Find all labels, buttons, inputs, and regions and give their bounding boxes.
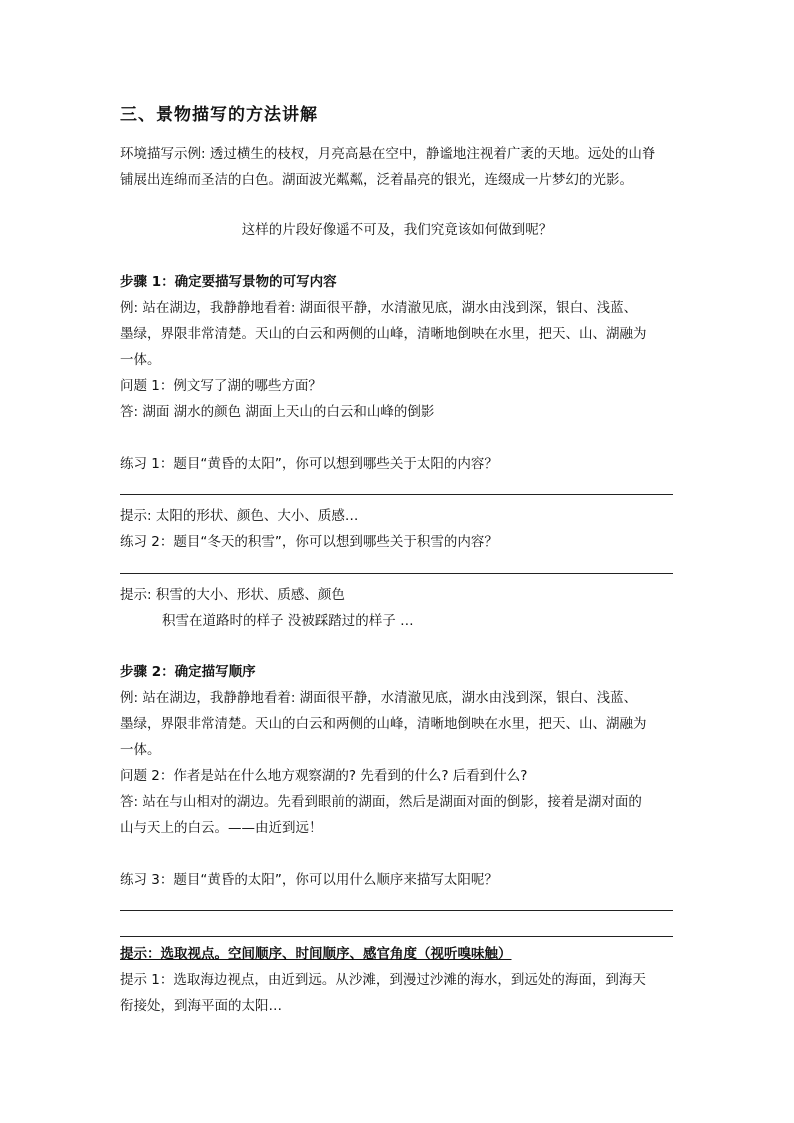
exercise-1: 练习 1：题目“黄昏的太阳”，你可以想到哪些关于太阳的内容？ xyxy=(120,456,498,472)
step1-example-line-2: 墨绿，界限非常清楚。天山的白云和两侧的山峰，清晰地倒映在水里，把天、山、湖融为 xyxy=(120,326,647,342)
step1-heading: 步骤 1：确定要描写景物的可写内容 xyxy=(120,274,337,290)
step2-answer-line-2: 山与天上的白云。——由近到远！ xyxy=(120,820,323,836)
answer-line-3a[interactable] xyxy=(120,910,673,911)
section-title: 三、景物描写的方法讲解 xyxy=(120,105,318,125)
step1-answer: 答: 湖面 湖水的颜色 湖面上天山的白云和山峰的倒影 xyxy=(120,404,435,420)
step1-example-line-1: 例: 站在湖边，我静静地看着: 湖面很平静，水清澈见底，湖水由浅到深，银白、浅蓝、 xyxy=(120,300,638,316)
step2-example-line-3: 一体。 xyxy=(120,742,161,758)
intro-line-2: 铺展出连绵而圣洁的白色。湖面波光粼粼，泛着晶亮的银光，连缀成一片梦幻的光影。 xyxy=(120,172,633,188)
tip-1-line-1: 提示 1：选取海边视点，由近到远。从沙滩，到漫过沙滩的海水，到远处的海面，到海天 xyxy=(120,972,646,988)
answer-line-3b[interactable] xyxy=(120,936,673,937)
exercise-2: 练习 2：题目“冬天的积雪”，你可以想到哪些关于积雪的内容？ xyxy=(120,534,498,550)
hint-1: 提示: 太阳的形状、颜色、大小、质感… xyxy=(120,508,359,524)
answer-line-1[interactable] xyxy=(120,494,673,495)
answer-line-2[interactable] xyxy=(120,573,673,574)
step1-example-line-3: 一体。 xyxy=(120,352,161,368)
tip-1-line-2: 衔接处，到海平面的太阳… xyxy=(120,998,282,1014)
step2-question: 问题 2：作者是站在什么地方观察湖的? 先看到的什么? 后看到什么? xyxy=(120,768,528,784)
center-question: 这样的片段好像遥不可及，我们究竟该如何做到呢？ xyxy=(241,222,553,238)
step2-heading: 步骤 2：确定描写顺序 xyxy=(120,664,256,680)
hint-2-line-1: 提示: 积雪的大小、形状、质感、颜色 xyxy=(120,587,345,603)
step1-question: 问题 1：例文写了湖的哪些方面？ xyxy=(120,378,322,394)
exercise-3: 练习 3：题目“黄昏的太阳”，你可以用什么顺序来描写太阳呢？ xyxy=(120,872,498,888)
step2-answer-line-1: 答: 站在与山相对的湖边。先看到眼前的湖面，然后是湖面对面的倒影，接着是湖对面的 xyxy=(120,794,642,810)
hint-2-line-2: 积雪在道路时的样子 没被踩踏过的样子 … xyxy=(162,613,414,629)
intro-line-1: 环境描写示例: 透过横生的枝杈，月亮高悬在空中，静谧地注视着广袤的天地。远处的山脊 xyxy=(120,146,656,162)
step2-example-line-1: 例: 站在湖边，我静静地看着: 湖面很平静，水清澈见底，湖水由浅到深，银白、浅蓝、 xyxy=(120,690,638,706)
tip-heading: 提示：选取视点。空间顺序、时间顺序、感官角度（视听嗅味触） xyxy=(120,946,512,962)
step2-example-line-2: 墨绿，界限非常清楚。天山的白云和两侧的山峰，清晰地倒映在水里，把天、山、湖融为 xyxy=(120,716,647,732)
